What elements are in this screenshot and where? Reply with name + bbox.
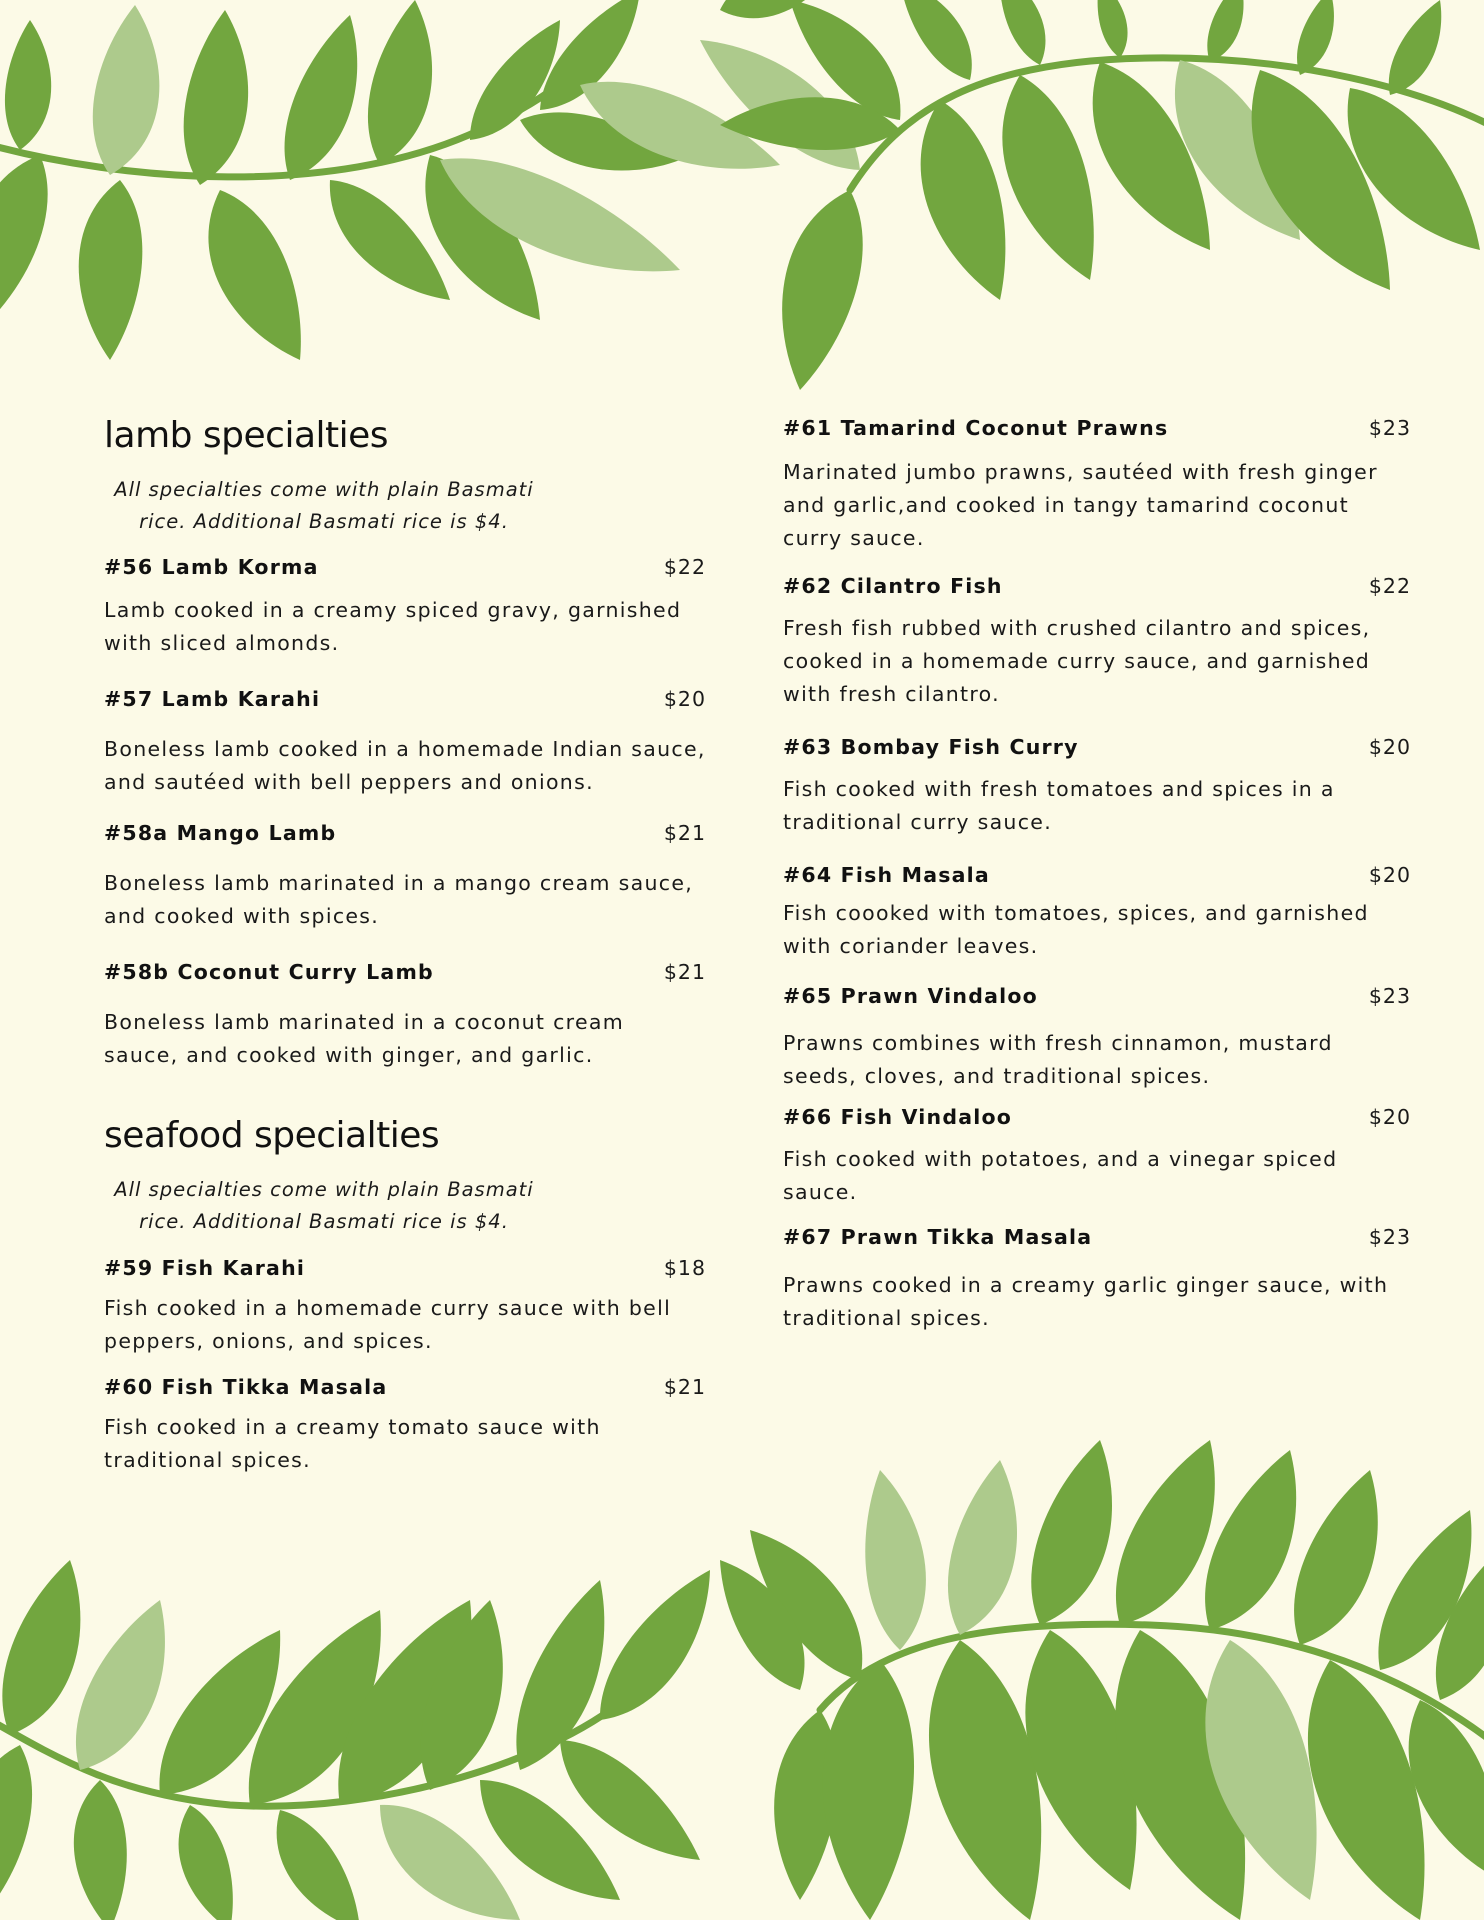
item-name: #58a Mango Lamb — [104, 821, 337, 845]
leaf-shape — [1205, 1450, 1296, 1630]
menu-item-60 — [104, 1375, 706, 1477]
leaf-shape — [600, 1570, 710, 1720]
item-price: $21 — [663, 1375, 706, 1399]
lamb-section-title: lamb specialties — [104, 415, 389, 456]
menu-item-58a — [104, 821, 706, 933]
leaf-shape — [1000, 0, 1046, 65]
item-description: Lamb cooked in a creamy spiced gravy, garnished with sliced almonds. — [104, 598, 682, 655]
leaf-shape — [277, 1810, 360, 1920]
item-description: Fish cooked with potatoes, and a vinegar spiced sauce. — [783, 1147, 1338, 1204]
seafood-section-note: All specialties come with plain Basmati rice. Additional Basmati rice is $4. — [114, 1178, 534, 1233]
item-price: $20 — [1368, 735, 1411, 759]
leaf-shape — [782, 190, 863, 390]
item-price: $20 — [663, 687, 706, 711]
menu-item-64 — [783, 863, 1411, 963]
seafood-section-title: seafood specialties — [104, 1115, 440, 1156]
item-price: $22 — [1368, 574, 1411, 598]
item-description: Fish cooked with fresh tomatoes and spices in a traditional curry sauce. — [783, 777, 1335, 834]
item-price: $20 — [1368, 1105, 1411, 1129]
item-price: $18 — [663, 1256, 706, 1280]
leaf-shape — [1207, 0, 1243, 62]
leaf-shape — [948, 1460, 1017, 1635]
leaf-shape — [921, 100, 1006, 300]
item-name: #64 Fish Masala — [783, 863, 990, 887]
leaf-shape — [1294, 1470, 1378, 1645]
leaf-shape — [1308, 1660, 1425, 1920]
item-name: #63 Bombay Fish Curry — [783, 735, 1079, 759]
menu-item-57 — [104, 687, 706, 799]
leaf-shape — [74, 1780, 127, 1920]
menu-item-56 — [104, 555, 706, 660]
item-description: Marinated jumbo prawns, sautéed with fresh ginger and garlic,and cooked in tangy tamarind coconut curry sauce. — [783, 460, 1378, 550]
item-price: $23 — [1368, 416, 1411, 440]
lamb-section-note: All specialties come with plain Basmati rice. Additional Basmati rice is $4. — [114, 478, 534, 533]
item-description: Fish cooked in a creamy tomato sauce with traditional spices. — [104, 1415, 601, 1472]
item-name: #57 Lamb Karahi — [104, 687, 321, 711]
item-name: #56 Lamb Korma — [104, 555, 319, 579]
leaf-shape — [1031, 1440, 1112, 1625]
item-price: $20 — [1368, 863, 1411, 887]
menu-item-62 — [783, 574, 1411, 711]
item-description: Boneless lamb cooked in a homemade Indian sauce, and sautéed with bell peppers and onions. — [104, 737, 706, 794]
leaf-shape — [208, 190, 300, 360]
leaf-shape — [0, 1745, 32, 1920]
menu-item-61 — [783, 416, 1411, 555]
item-name: #62 Cilantro Fish — [783, 574, 1003, 598]
menu-item-58b — [104, 960, 706, 1072]
leaf-shape — [900, 0, 972, 80]
leaf-shape — [1116, 1440, 1215, 1625]
leaf-shape — [368, 0, 432, 165]
item-description: Boneless lamb marinated in a mango cream sauce, and cooked with spices. — [104, 871, 694, 928]
menu-item-59 — [104, 1256, 706, 1358]
item-price: $21 — [663, 821, 706, 845]
item-name: #60 Fish Tikka Masala — [104, 1375, 388, 1399]
leaf-shape — [1098, 0, 1128, 58]
menu-item-63 — [783, 735, 1411, 839]
leaf-shape — [285, 15, 358, 180]
leaf-shape — [5, 20, 51, 150]
leaf-shape — [1002, 75, 1093, 280]
item-price: $22 — [663, 555, 706, 579]
menu-item-67 — [783, 1225, 1411, 1335]
item-description: Fish coooked with tomatoes, spices, and garnished with coriander leaves. — [783, 901, 1369, 958]
right-column — [783, 416, 1411, 1335]
leaf-shape — [93, 5, 160, 175]
menu-item-66 — [783, 1105, 1411, 1209]
item-description: Fresh fish rubbed with crushed cilantro and spices, cooked in a homemade curry sauce, and garnished with fresh cilantro. — [783, 616, 1371, 706]
item-price: $23 — [1368, 984, 1411, 1008]
leaf-shape — [179, 1805, 233, 1920]
item-price: $21 — [663, 960, 706, 984]
item-description: Prawns combines with fresh cinnamon, mustard seeds, cloves, and traditional spices. — [783, 1031, 1333, 1088]
item-name: #65 Prawn Vindaloo — [783, 984, 1038, 1008]
menu-item-65 — [783, 984, 1411, 1093]
item-name: #66 Fish Vindaloo — [783, 1105, 1013, 1129]
leaf-shape — [1025, 1630, 1136, 1890]
leaf-shape — [865, 1470, 926, 1650]
item-name: #58b Coconut Curry Lamb — [104, 960, 434, 984]
leaf-shape — [184, 10, 248, 185]
leaf-shape — [0, 155, 48, 330]
leaf-shape — [76, 1600, 165, 1770]
item-name: #67 Prawn Tikka Masala — [783, 1225, 1093, 1249]
item-price: $23 — [1368, 1225, 1411, 1249]
leaf-shape — [2, 1560, 80, 1735]
item-description: Prawns cooked in a creamy garlic ginger sauce, with traditional spices. — [783, 1273, 1389, 1330]
item-description: Boneless lamb marinated in a coconut cream sauce, and cooked with ginger, and garlic. — [104, 1010, 624, 1067]
item-name: #61 Tamarind Coconut Prawns — [783, 416, 1169, 440]
leaf-shape — [1297, 0, 1334, 75]
item-name: #59 Fish Karahi — [104, 1256, 306, 1280]
leaf-shape — [823, 1660, 914, 1920]
left-column — [104, 404, 706, 1477]
leaf-shape — [1389, 0, 1441, 95]
leaf-shape — [929, 1640, 1041, 1920]
item-description: Fish cooked in a homemade curry sauce with bell peppers, onions, and spices. — [104, 1296, 672, 1353]
leaf-shape — [79, 180, 143, 360]
